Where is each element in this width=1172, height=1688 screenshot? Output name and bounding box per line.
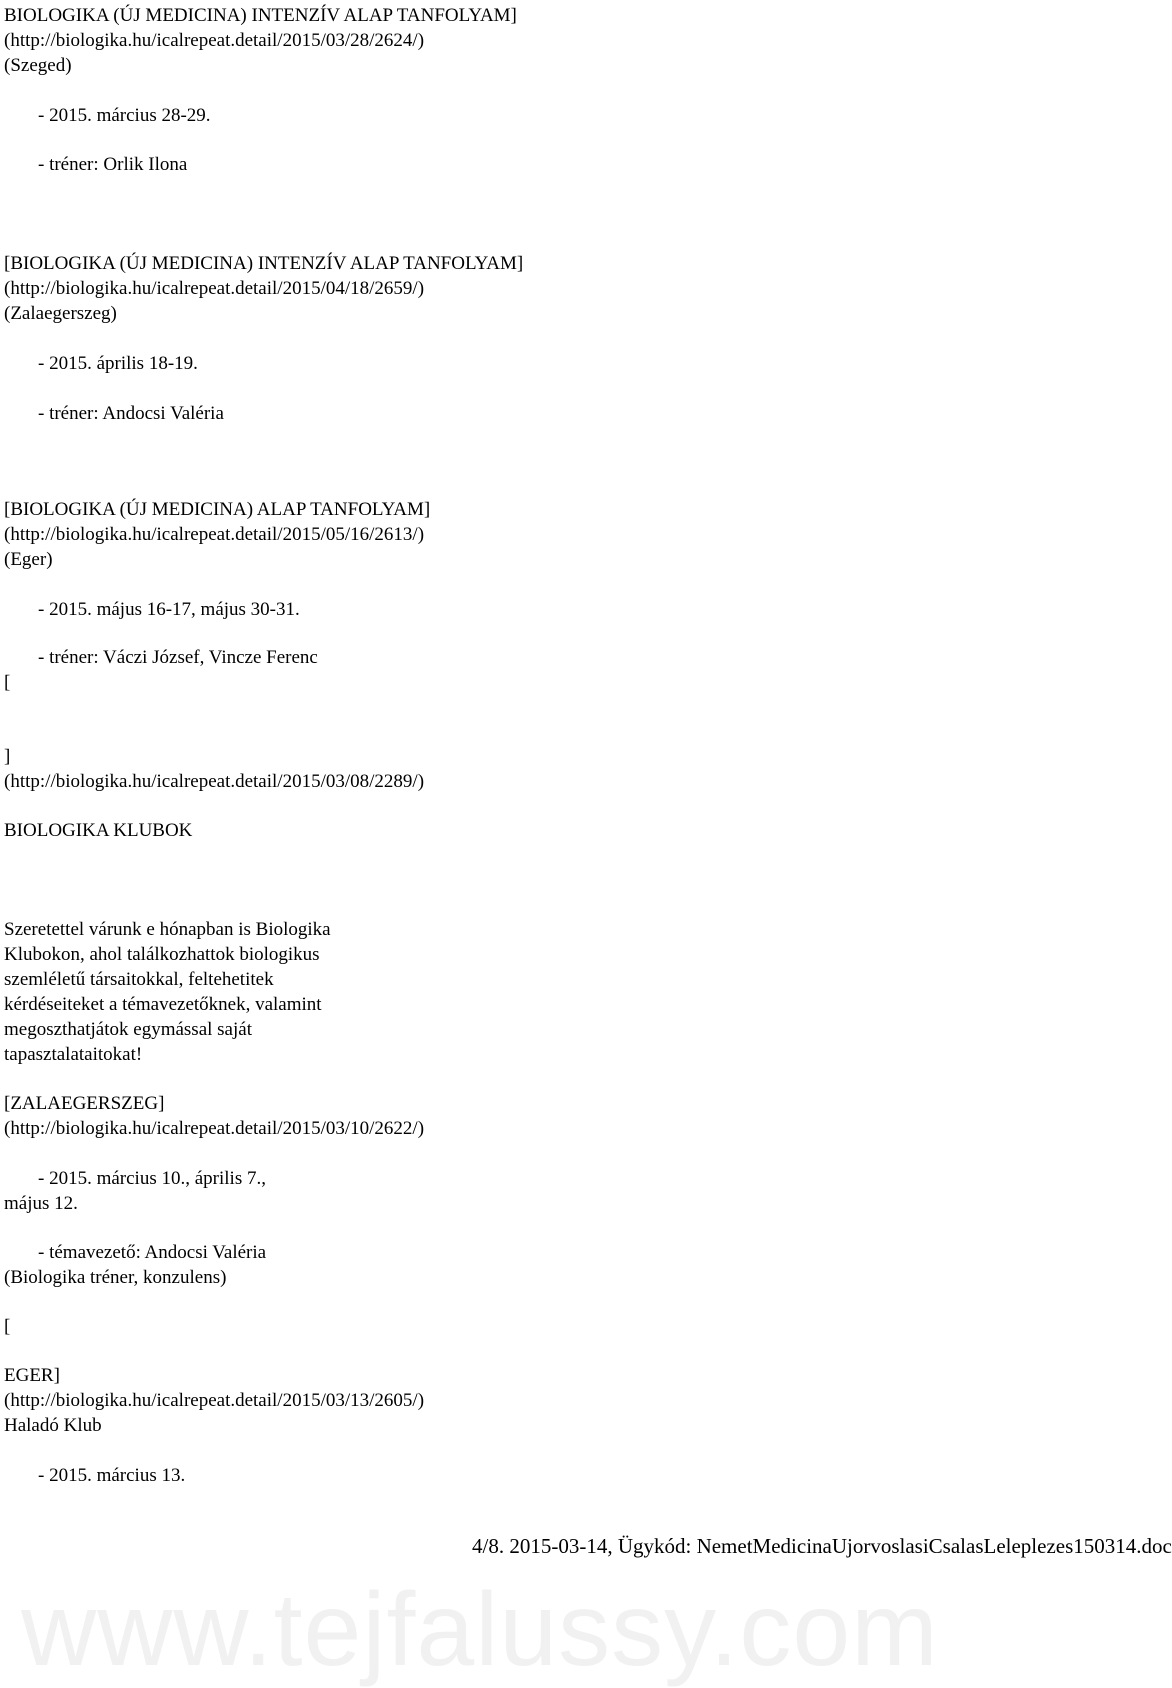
open-bracket: [	[4, 1316, 11, 1337]
course-3-city: (Eger)	[4, 549, 53, 570]
club-1-link[interactable]: (http://biologika.hu/icalrepeat.detail/2015/03/10/2622/)	[4, 1118, 425, 1139]
club-1-date: - 2015. március 10., április 7.,	[38, 1168, 266, 1189]
watermark: www.tejfalussy.com	[21, 1572, 939, 1688]
club-2-name: Haladó Klub	[4, 1415, 102, 1436]
intro-text-line: tapasztalataitokat!	[4, 1044, 143, 1065]
intro-text-line: szemléletű társaitokkal, feltehetitek	[4, 969, 274, 990]
intro-text-line: Klubokon, ahol találkozhattok biologikus	[4, 944, 320, 965]
klubok-link[interactable]: (http://biologika.hu/icalrepeat.detail/2015/03/08/2289/)	[4, 771, 425, 792]
club-1-date-cont: május 12.	[4, 1193, 78, 1214]
club-1-leader-role: (Biologika tréner, konzulens)	[4, 1267, 227, 1288]
page-footer: 4/8. 2015-03-14, Ügykód: NemetMedicinaUjorvoslasiCsalasLeleplezes150314.doc	[472, 1534, 1172, 1558]
club-2-title: EGER]	[4, 1365, 60, 1386]
course-3-link[interactable]: (http://biologika.hu/icalrepeat.detail/2015/05/16/2613/)	[4, 524, 425, 545]
section-heading-klubok: BIOLOGIKA KLUBOK	[4, 820, 193, 841]
club-2-link[interactable]: (http://biologika.hu/icalrepeat.detail/2015/03/13/2605/)	[4, 1390, 425, 1411]
course-1-date: - 2015. március 28-29.	[38, 105, 211, 126]
course-2-link[interactable]: (http://biologika.hu/icalrepeat.detail/2015/04/18/2659/)	[4, 278, 425, 299]
course-2-title: [BIOLOGIKA (ÚJ MEDICINA) INTENZÍV ALAP TANFOLYAM]	[4, 253, 524, 274]
club-1-leader: - témavezető: Andocsi Valéria	[38, 1242, 267, 1263]
close-bracket: ]	[4, 746, 11, 767]
intro-text-line: kérdéseiteket a témavezetőknek, valamint	[4, 994, 322, 1015]
course-1-city: (Szeged)	[4, 55, 72, 76]
intro-text-line: Szeretettel várunk e hónapban is Biologika	[4, 919, 331, 940]
course-1-link[interactable]: (http://biologika.hu/icalrepeat.detail/2015/03/28/2624/)	[4, 30, 425, 51]
course-3-trainer: - tréner: Váczi József, Vincze Ferenc	[38, 647, 318, 668]
course-2-trainer: - tréner: Andocsi Valéria	[38, 403, 224, 424]
course-1-trainer: - tréner: Orlik Ilona	[38, 154, 188, 175]
intro-text-line: megoszthatjátok egymással saját	[4, 1019, 252, 1040]
course-2-date: - 2015. április 18-19.	[38, 353, 198, 374]
course-1-title: BIOLOGIKA (ÚJ MEDICINA) INTENZÍV ALAP TANFOLYAM]	[4, 5, 517, 26]
course-2-city: (Zalaegerszeg)	[4, 303, 117, 324]
club-1-title: [ZALAEGERSZEG]	[4, 1093, 165, 1114]
course-3-title: [BIOLOGIKA (ÚJ MEDICINA) ALAP TANFOLYAM]	[4, 499, 431, 520]
club-2-date: - 2015. március 13.	[38, 1465, 186, 1486]
course-3-date: - 2015. május 16-17, május 30-31.	[38, 599, 300, 620]
open-bracket: [	[4, 672, 11, 693]
